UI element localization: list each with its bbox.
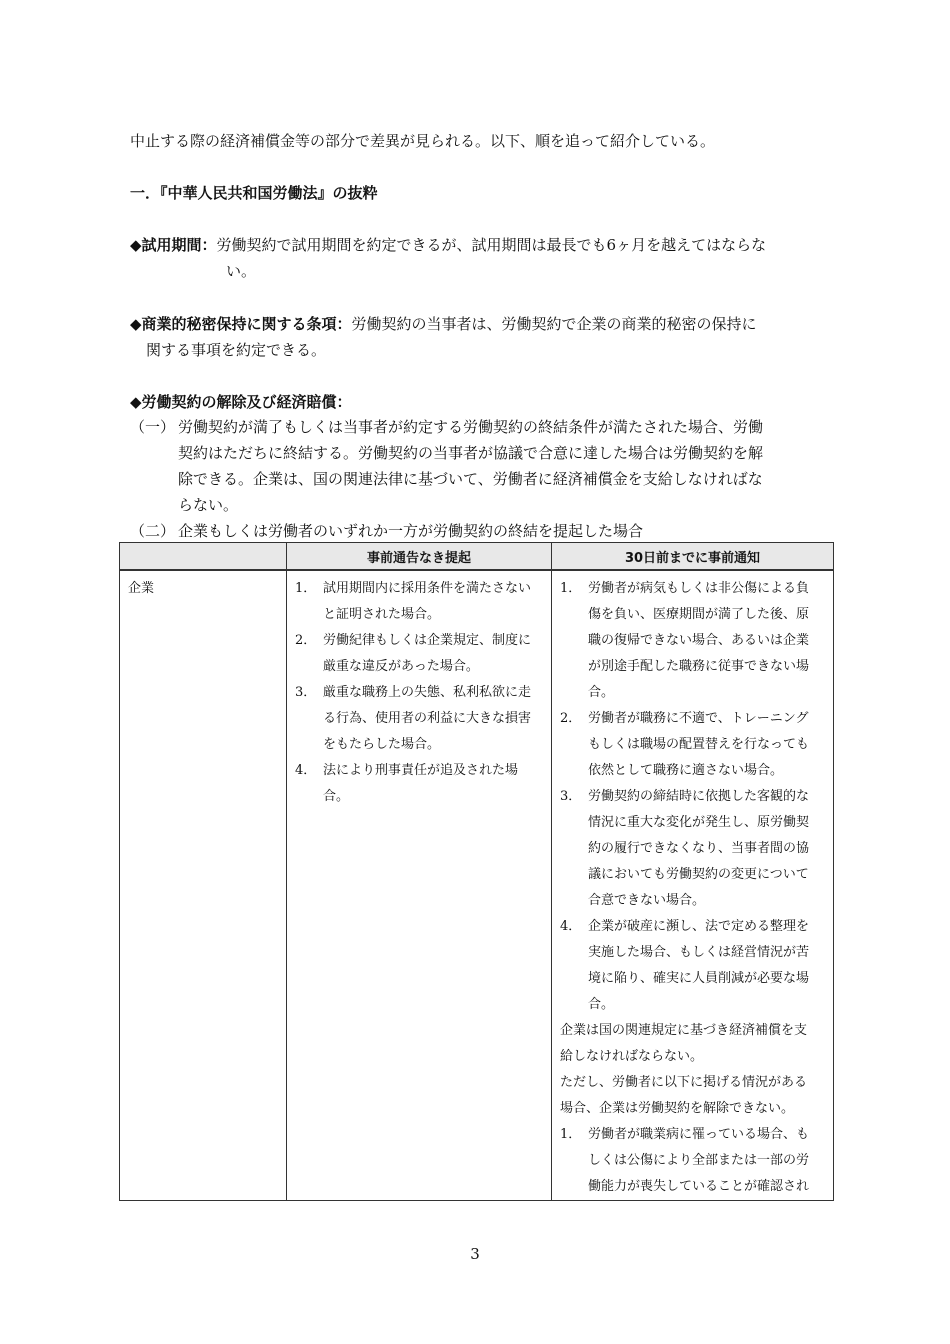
table-row [120, 570, 834, 1201]
list-item-line: 労働者が病気もしくは非公傷による負 [588, 581, 810, 596]
list-item [295, 628, 548, 680]
list-item-line: 実施した場合、もしくは経営情況が苦 [588, 945, 810, 960]
trial-period-text: 労働契約で試用期間を約定できるが、試用期間は最長でも6ヶ月を越えてはならな [216, 236, 767, 254]
row-label-company: 企業 [120, 570, 287, 1201]
list-item-line: と証明された場合。 [323, 607, 441, 622]
list-item-line: 依然として職務に適さない場合。 [588, 763, 784, 778]
secrets-line [130, 314, 757, 334]
list-item-line: 労働契約の締結時に依拠した客観的な [588, 789, 810, 804]
list-item-number: 3． [295, 685, 317, 700]
list-item-text [323, 758, 548, 810]
list-item-line: 厳重な職務上の失態、私利私欲に走 [323, 685, 532, 700]
list-item [560, 914, 830, 1018]
list-item-number: 2． [295, 633, 317, 648]
list-item-number: 2． [560, 711, 582, 726]
list-item-line: 合意できない場合。 [588, 893, 706, 908]
list-item-line: しくは公傷により全部または一部の労 [588, 1153, 810, 1168]
header-no-notice: 事前通告なき提起 [287, 543, 552, 571]
list-item-line: 労働紀律もしくは企業規定、制度に [323, 633, 532, 648]
list-item-line: をもたらした場合。 [323, 737, 441, 752]
list-item [295, 680, 548, 758]
list-item-line: 厳重な違反があった場合。 [323, 659, 479, 674]
list-item-number: 3． [560, 789, 582, 804]
list-item-line: る行為、使用者の利益に大きな損害 [323, 711, 532, 726]
compensation-note-line: 給しなければならない。 [560, 1049, 704, 1064]
header-blank-cell [120, 543, 287, 571]
list-item [295, 758, 548, 810]
table-header-row [120, 543, 834, 571]
intro-paragraph: 中止する際の経済補償金等の部分で差異が見られる。以下、順を追って紹介している。 [130, 132, 716, 150]
list-item [560, 576, 830, 706]
exception-note-line: ただし、労働者に以下に掲げる情況がある [560, 1075, 808, 1090]
list-item-line: 合。 [323, 789, 350, 804]
secrets-heading: ◆商業的秘密保持に関する条項： [130, 315, 352, 333]
list-item-text [588, 706, 830, 784]
list-item-text [588, 576, 830, 706]
list-item-number: 1． [560, 581, 582, 596]
list-item-line: 働能力が喪失していることが確認され [588, 1179, 810, 1194]
list-item-text [588, 1122, 830, 1200]
termination-table [119, 542, 834, 1201]
list-item-line: 試用期間内に採用条件を満たさない [323, 581, 532, 596]
list-item-line: 法により刑事責任が追及された場 [323, 763, 519, 778]
secrets-text-cont: 関する事項を約定できる。 [146, 341, 327, 359]
exception-note-line: 場合、企業は労働契約を解除できない。 [560, 1101, 795, 1116]
list-item-text [323, 628, 548, 680]
exception-note [560, 1070, 830, 1122]
list-item [560, 706, 830, 784]
item1-line-3: 除できる。企業は、国の関連法律に基づいて、労働者に経済補償金を支給しなければな [178, 470, 763, 488]
list-item-number: 1． [560, 1127, 582, 1142]
page-number: 3 [470, 1245, 480, 1263]
list-item-line: 企業が破産に瀕し、法で定める整理を [588, 919, 810, 934]
item2-text: 企業もしくは労働者のいずれか一方が労働契約の終結を提起した場合 [178, 522, 644, 540]
list-item-number: 1． [295, 581, 317, 596]
list-item-number: 4． [295, 763, 317, 778]
list-item [560, 1122, 830, 1200]
list-item-number: 4． [560, 919, 582, 934]
item1-marker: （一） [130, 418, 176, 436]
no-notice-cell [287, 570, 552, 1201]
notice-list [560, 576, 830, 1018]
list-item-text [588, 914, 830, 1018]
list-item-text [588, 784, 830, 914]
secrets-text: 労働契約の当事者は、労働契約で企業の商業的秘密の保持に [351, 315, 757, 333]
list-item-line: 議においても労働契約の変更について [588, 867, 809, 882]
trial-period-text-cont: い。 [226, 262, 257, 280]
section-heading: 一．『中華人民共和国労働法』の抜粋 [130, 184, 378, 202]
list-item-line: 傷を負い、医療期間が満了した後、原 [588, 607, 810, 622]
trial-period-heading: ◆試用期間： [130, 236, 217, 254]
list-item-line: 境に陥り、確実に人員削減が必要な場 [588, 971, 810, 986]
list-item-text [323, 576, 548, 628]
item2-marker: （二） [130, 522, 176, 540]
no-notice-list [295, 576, 548, 810]
list-item-line: が別途手配した職務に従事できない場 [588, 659, 810, 674]
list-item-text [323, 680, 548, 758]
list-item-line: 労働者が職務に不適で、トレーニング [588, 711, 809, 726]
list-item-line: 合。 [588, 685, 615, 700]
compensation-note [560, 1018, 830, 1070]
list-item-line: 約の履行できなくなり、当事者間の協 [588, 841, 810, 856]
list-item [295, 576, 548, 628]
list-item-line: もしくは職場の配置替えを行なっても [588, 737, 810, 752]
list-item-line: 情況に重大な変化が発生し、原労働契 [588, 815, 810, 830]
termination-heading: ◆労働契約の解除及び経済賠償： [130, 393, 352, 411]
list-item [560, 784, 830, 914]
item1-line-4: らない。 [178, 496, 239, 514]
trial-period-line [130, 235, 766, 255]
list-item-line: 職の復帰できない場合、あるいは企業 [588, 633, 810, 648]
compensation-note-line: 企業は国の関連規定に基づき経済補償を支 [560, 1023, 808, 1038]
header-30-day-notice: 30日前までに事前通知 [552, 543, 834, 571]
list-item-line: 合。 [588, 997, 615, 1012]
notice-cell [552, 570, 834, 1201]
item1-line-2: 契約はただちに終結する。労働契約の当事者が協議で合意に達した場合は労働契約を解 [178, 444, 764, 462]
item1-line-1: 労働契約が満了もしくは当事者が約定する労働契約の終結条件が満たされた場合、労働 [178, 418, 764, 436]
list-item-line: 労働者が職業病に罹っている場合、も [588, 1127, 810, 1142]
